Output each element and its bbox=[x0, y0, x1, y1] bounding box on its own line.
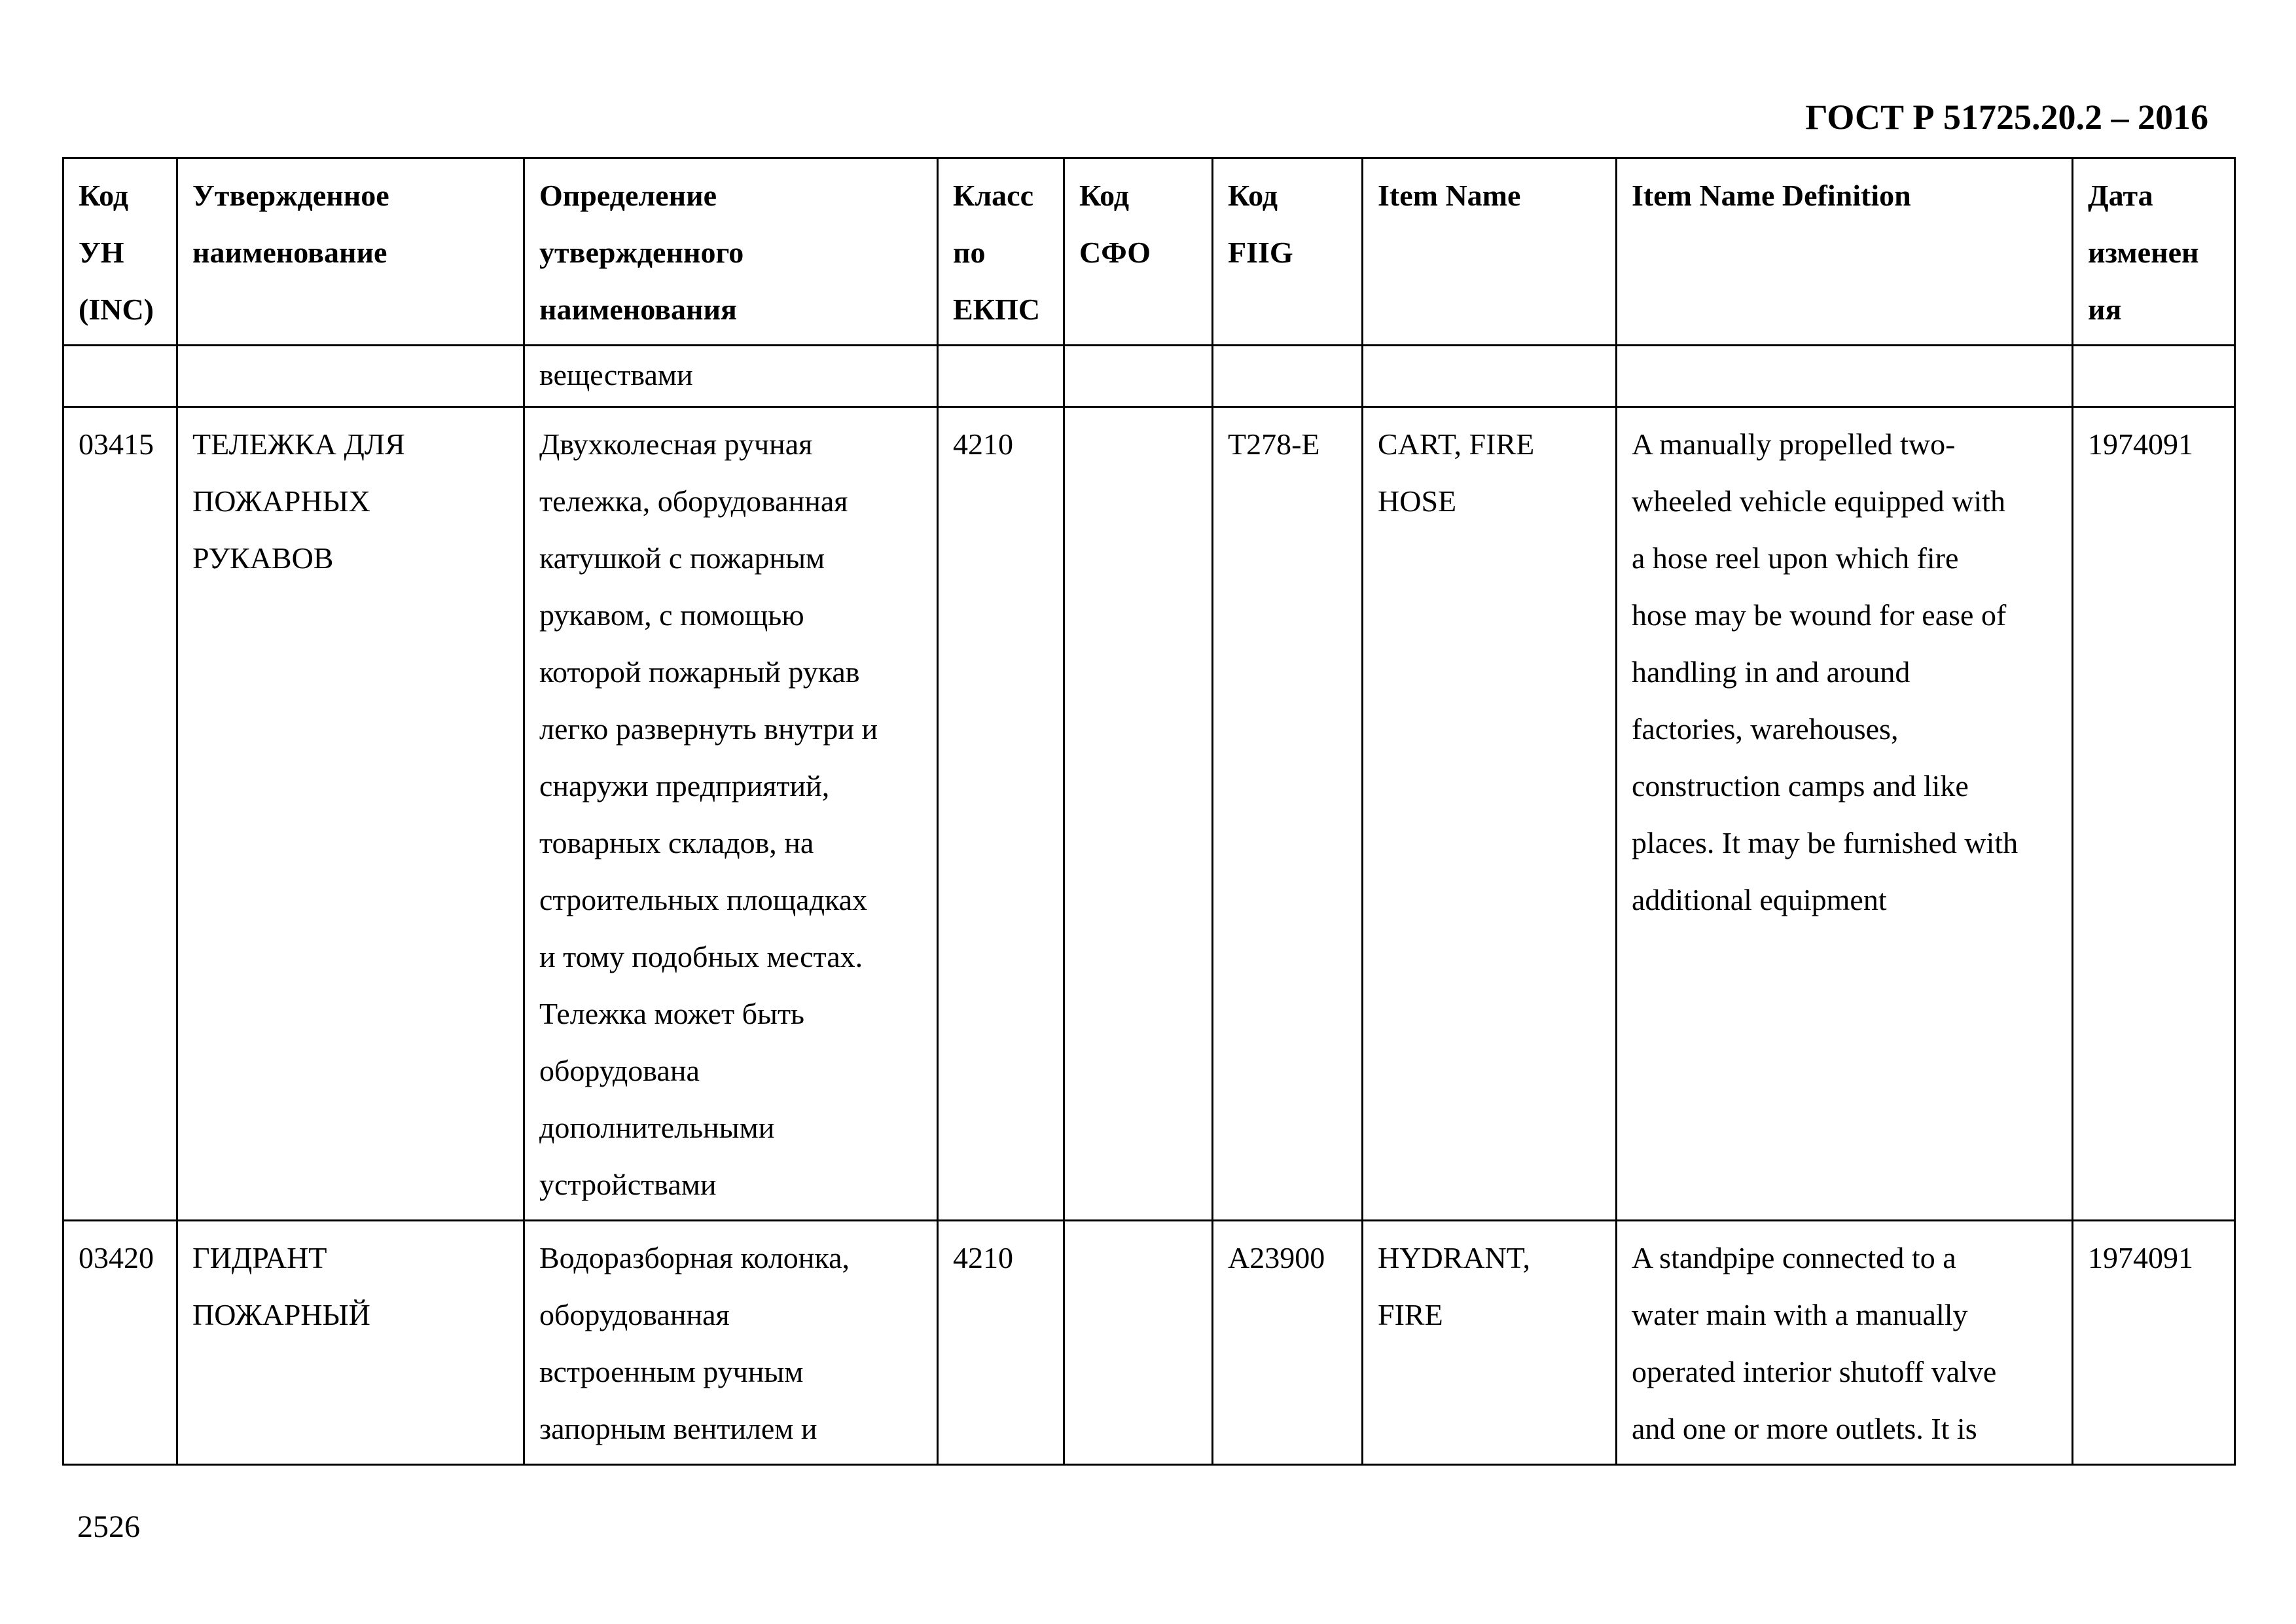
change-date-cell: 1974091 bbox=[2073, 1221, 2235, 1465]
item-name-cell: HYDRANT, FIRE bbox=[1363, 1221, 1617, 1465]
table-row-continuation bbox=[63, 346, 2235, 407]
table-cell bbox=[1617, 346, 2073, 407]
table-row bbox=[63, 407, 2235, 1221]
item-definition-cell: A standpipe connected to a water main with a manually operated interior shutoff valve and one or more outlets. It is bbox=[1617, 1221, 2073, 1465]
col-header-sfo: Код СФО bbox=[1064, 158, 1213, 346]
standard-designation: ГОСТ Р 51725.20.2 – 2016 bbox=[1805, 98, 2208, 137]
table-cell bbox=[1213, 346, 1363, 407]
table-cell bbox=[1064, 346, 1213, 407]
inc-cell: 03415 bbox=[63, 407, 177, 1221]
item-name-cell: CART, FIRE HOSE bbox=[1363, 407, 1617, 1221]
table-cell bbox=[938, 346, 1064, 407]
item-definition-cell: A manually propelled two- wheeled vehicle equipped with a hose reel upon which fire hose may be wound for ease of handling in and around factories, warehouses, construction camps and like places. It may be furnished with additional equipment bbox=[1617, 407, 2073, 1221]
table-cell bbox=[2073, 346, 2235, 407]
col-header-class: Класс по ЕКПС bbox=[938, 158, 1064, 346]
catalog-table bbox=[62, 157, 2236, 1466]
table-row bbox=[63, 1221, 2235, 1465]
col-header-approved-name: Утвержденное наименование bbox=[177, 158, 524, 346]
class-cell: 4210 bbox=[938, 1221, 1064, 1465]
col-header-definition: Определение утвержденного наименования bbox=[524, 158, 938, 346]
col-header-fiig: Код FIIG bbox=[1213, 158, 1363, 346]
sfo-cell bbox=[1064, 407, 1213, 1221]
inc-cell: 03420 bbox=[63, 1221, 177, 1465]
table-header-row bbox=[63, 158, 2235, 346]
class-cell: 4210 bbox=[938, 407, 1064, 1221]
table-cell bbox=[1363, 346, 1617, 407]
definition-cell: Водоразборная колонка, оборудованная встроенным ручным запорным вентилем и bbox=[524, 1221, 938, 1465]
change-date-cell: 1974091 bbox=[2073, 407, 2235, 1221]
col-header-change-date: Дата изменен ия bbox=[2073, 158, 2235, 346]
approved-name-cell: ГИДРАНТ ПОЖАРНЫЙ bbox=[177, 1221, 524, 1465]
col-header-item-name: Item Name bbox=[1363, 158, 1617, 346]
definition-continuation-cell: веществами bbox=[524, 346, 938, 407]
table-cell bbox=[63, 346, 177, 407]
table-cell bbox=[177, 346, 524, 407]
sfo-cell bbox=[1064, 1221, 1213, 1465]
page-number: 2526 bbox=[77, 1509, 140, 1544]
fiig-cell: T278-E bbox=[1213, 407, 1363, 1221]
approved-name-cell: ТЕЛЕЖКА ДЛЯ ПОЖАРНЫХ РУКАВОВ bbox=[177, 407, 524, 1221]
definition-cell: Двухколесная ручная тележка, оборудованная катушкой с пожарным рукавом, с помощью которой пожарный рукав легко развернуть внутри и снаружи предприятий, товарных складов, на строительных площадках и тому подобных местах. Тележка может быть оборудована дополнительными устройствами bbox=[524, 407, 938, 1221]
col-header-inc: Код УН (INC) bbox=[63, 158, 177, 346]
col-header-item-definition: Item Name Definition bbox=[1617, 158, 2073, 346]
fiig-cell: A23900 bbox=[1213, 1221, 1363, 1465]
